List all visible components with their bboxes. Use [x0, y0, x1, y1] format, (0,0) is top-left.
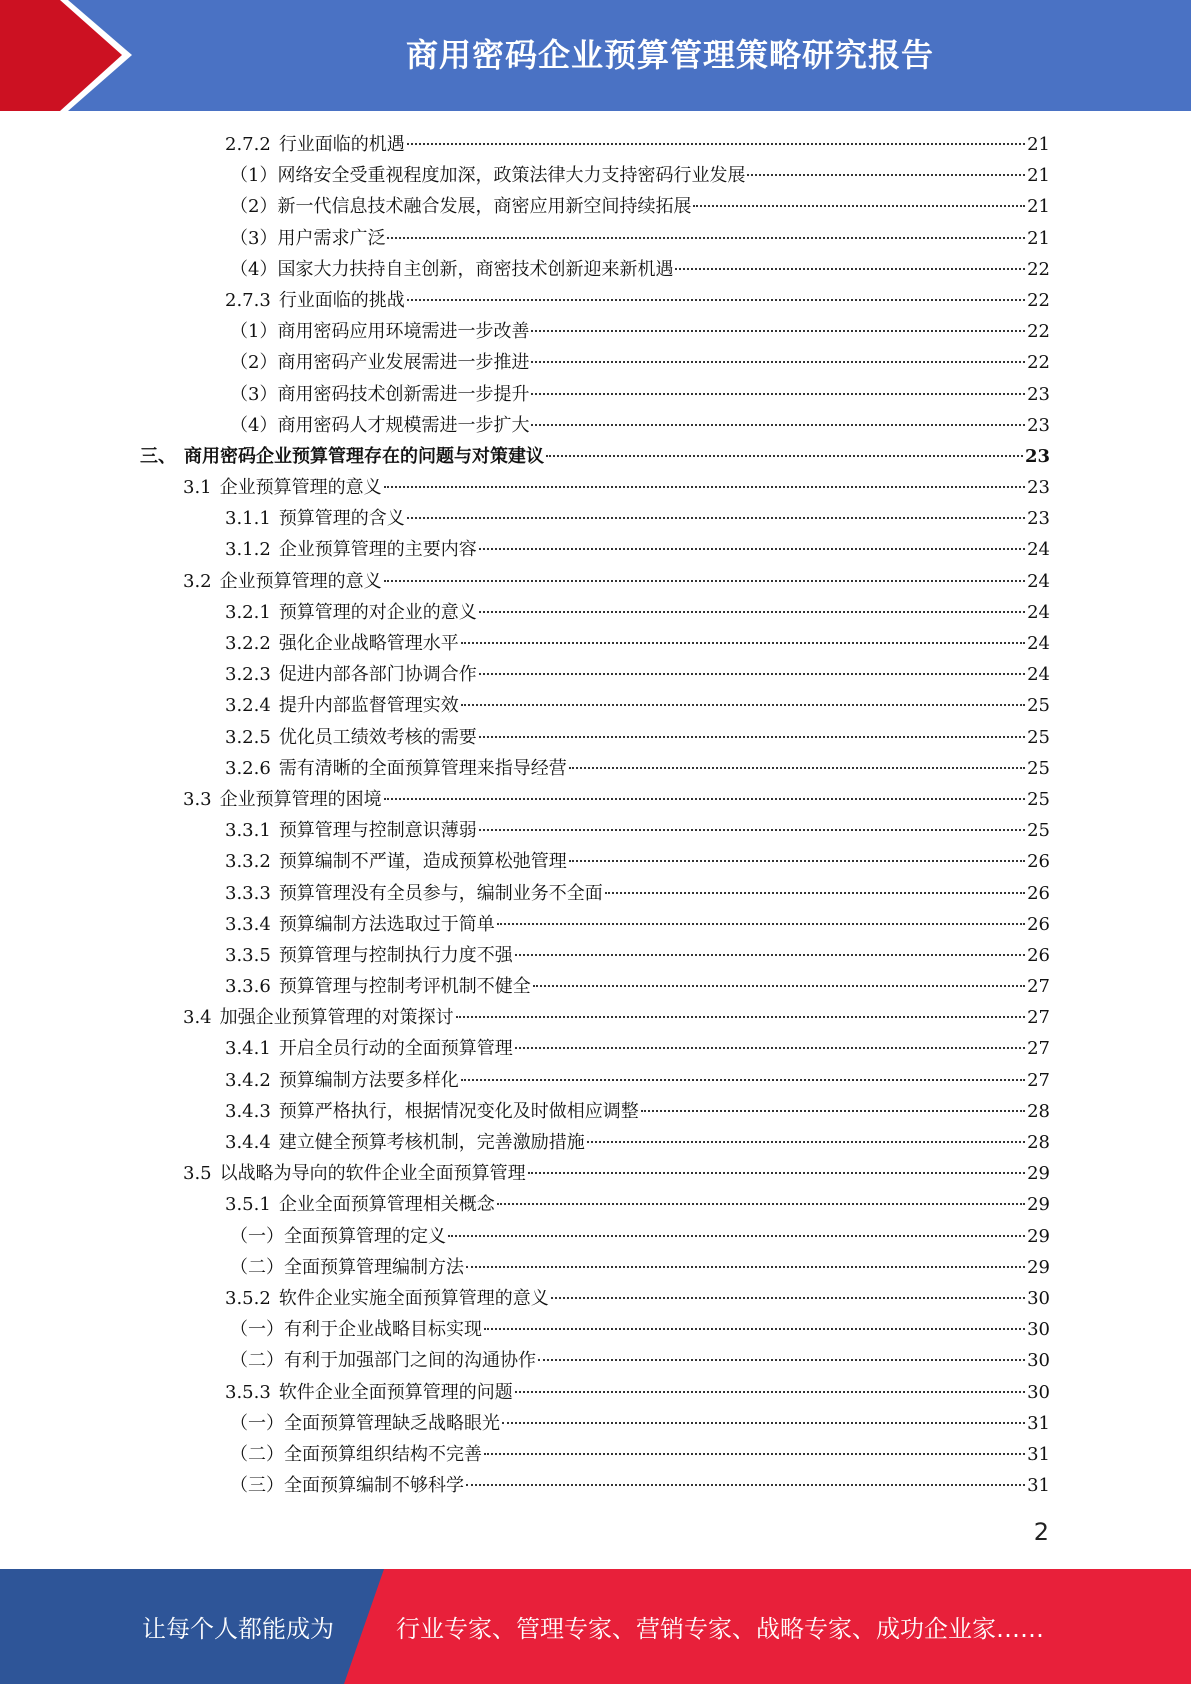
toc-entry-number: （1）	[230, 321, 278, 343]
toc-entry-number: （一）	[230, 1412, 284, 1434]
toc-entry-number: 3.1.1	[225, 508, 271, 530]
toc-entry-number: 3.3.6	[225, 976, 271, 998]
toc-dot-leader	[384, 580, 1025, 582]
toc-entry-number: 3.2.4	[225, 695, 271, 717]
toc-entry-number: 3.3.3	[225, 882, 271, 904]
toc-dot-leader	[502, 1422, 1025, 1424]
toc-dot-leader	[497, 923, 1025, 925]
toc-dot-leader	[461, 704, 1025, 706]
toc-dot-leader	[479, 736, 1025, 738]
toc-entry-number: 3.3.2	[225, 851, 271, 873]
toc-entry-title: 预算管理与控制考评机制不健全	[278, 976, 531, 998]
toc-entry[interactable]	[140, 1345, 1050, 1376]
toc-entry-title: 预算严格执行，根据情况变化及时做相应调整	[278, 1100, 639, 1122]
toc-entry-number: （二）	[230, 1256, 284, 1278]
toc-page-number: 23	[1024, 445, 1050, 467]
toc-entry[interactable]	[140, 316, 1050, 347]
toc-dot-leader	[515, 1391, 1025, 1393]
toc-dot-leader	[551, 1297, 1025, 1299]
toc-entry[interactable]	[140, 1470, 1050, 1501]
toc-entry[interactable]	[140, 1439, 1050, 1470]
footer-slogan-right: 行业专家、管理专家、营销专家、战略专家、成功企业家……	[396, 1615, 1044, 1643]
toc-entry-number: 3.5.1	[225, 1194, 271, 1216]
toc-dot-leader	[587, 1141, 1025, 1143]
toc-page-number: 22	[1027, 258, 1050, 280]
toc-entry-title: 企业预算管理的意义	[219, 477, 382, 499]
toc-page-number: 29	[1027, 1163, 1050, 1185]
toc-entry-number: 3.2.1	[225, 601, 271, 623]
toc-entry-title: 预算编制方法要多样化	[278, 1069, 459, 1091]
toc-entry[interactable]	[140, 753, 1050, 784]
toc-page-number: 21	[1027, 196, 1050, 218]
document-title: 商用密码企业预算管理策略研究报告	[405, 35, 934, 74]
toc-dot-leader	[515, 954, 1025, 956]
toc-entry[interactable]	[140, 1033, 1050, 1064]
toc-dot-leader	[533, 985, 1025, 987]
toc-entry-number: 3.4.1	[225, 1038, 271, 1060]
toc-dot-leader	[605, 892, 1025, 894]
toc-dot-leader	[569, 860, 1025, 862]
toc-page-number: 25	[1027, 726, 1050, 748]
toc-dot-leader	[407, 143, 1025, 145]
toc-entry-title: 商用密码产业发展需进一步推进	[277, 352, 530, 374]
toc-entry[interactable]	[140, 784, 1050, 815]
toc-page-number: 25	[1027, 695, 1050, 717]
toc-entry[interactable]	[140, 690, 1050, 721]
toc-entry-number: 3.2	[183, 570, 212, 592]
toc-dot-leader	[747, 174, 1025, 176]
toc-page-number: 27	[1027, 976, 1050, 998]
toc-entry-number: （1）	[230, 165, 278, 187]
toc-entry-title: 软件企业实施全面预算管理的意义	[278, 1287, 549, 1309]
toc-entry-title: 加强企业预算管理的对策探讨	[219, 1007, 454, 1029]
toc-page-number: 26	[1027, 944, 1050, 966]
toc-dot-leader	[461, 1079, 1025, 1081]
toc-entry-title: 商用密码人才规模需进一步扩大	[277, 414, 530, 436]
toc-entry-title: 预算编制不严谨，造成预算松弛管理	[278, 851, 567, 873]
toc-entry[interactable]	[140, 815, 1050, 846]
toc-entry[interactable]	[140, 1283, 1050, 1314]
toc-entry-number: （4）	[230, 414, 278, 436]
toc-entry-title: 有利于企业战略目标实现	[284, 1319, 482, 1341]
toc-entry-number: （一）	[230, 1225, 284, 1247]
toc-page-number: 27	[1027, 1069, 1050, 1091]
toc-dot-leader	[384, 798, 1025, 800]
toc-dot-leader	[466, 1484, 1025, 1486]
page-footer	[0, 1569, 1191, 1684]
toc-page-number: 24	[1027, 633, 1050, 654]
toc-entry-number: 3.1	[183, 477, 212, 499]
page-number: 2	[1033, 1518, 1049, 1546]
toc-page-number: 23	[1027, 414, 1050, 436]
toc-entry-title: 行业面临的挑战	[278, 289, 405, 311]
toc-page-number: 30	[1027, 1287, 1050, 1309]
toc-entry[interactable]	[140, 223, 1050, 254]
toc-entry[interactable]	[140, 379, 1050, 410]
toc-page-number: 23	[1027, 383, 1050, 405]
toc-dot-leader	[448, 1235, 1025, 1237]
toc-dot-leader	[479, 673, 1025, 675]
toc-entry-number: 3.3.1	[225, 820, 271, 842]
toc-page-number: 24	[1027, 539, 1050, 561]
toc-dot-leader	[484, 1453, 1025, 1455]
toc-entry-number: 三、	[140, 445, 176, 467]
toc-entry-number: （二）	[230, 1350, 284, 1372]
toc-entry-title: 有利于加强部门之间的沟通协作	[284, 1350, 536, 1372]
toc-entry[interactable]	[140, 472, 1050, 503]
toc-entry-title: 全面预算管理编制方法	[284, 1256, 464, 1278]
toc-entry-number: （4）	[230, 258, 278, 280]
toc-entry-title: 国家大力扶持自主创新，商密技术创新迎来新机遇	[277, 258, 674, 280]
toc-entry-number: （2）	[230, 352, 278, 374]
toc-page-number: 28	[1027, 1132, 1050, 1153]
toc-entry-title: 开启全员行动的全面预算管理	[278, 1038, 513, 1060]
toc-entry-number: （3）	[230, 383, 278, 405]
toc-entry[interactable]	[140, 566, 1050, 597]
toc-entry-number: 3.5.2	[225, 1287, 271, 1309]
toc-page-number: 26	[1027, 851, 1050, 873]
toc-entry-title: 商用密码应用环境需进一步改善	[277, 321, 530, 343]
toc-entry-title: 优化员工绩效考核的需要	[278, 726, 477, 748]
toc-entry[interactable]	[140, 160, 1050, 191]
toc-dot-leader	[531, 330, 1025, 332]
toc-entry-title: 预算管理与控制执行力度不强	[278, 944, 513, 966]
toc-entry[interactable]	[140, 410, 1050, 441]
toc-entry[interactable]	[140, 285, 1050, 316]
toc-page-number: 30	[1027, 1381, 1050, 1403]
toc-entry[interactable]	[140, 722, 1050, 753]
toc-page-number: 23	[1027, 477, 1050, 499]
toc-entry-title: 全面预算管理缺乏战略眼光	[284, 1412, 500, 1434]
toc-entry-number: 3.4	[183, 1007, 212, 1029]
red-chevron-shape	[0, 0, 122, 111]
toc-entry[interactable]	[140, 1252, 1050, 1283]
toc-entry-title: 全面预算管理的定义	[284, 1225, 446, 1247]
toc-entry-title: 新一代信息技术融合发展，商密应用新空间持续拓展	[277, 196, 692, 218]
toc-page-number: 21	[1027, 134, 1050, 155]
page-header	[0, 0, 1191, 111]
toc-dot-leader	[569, 767, 1025, 769]
toc-entry-number: 3.3.4	[225, 913, 271, 935]
toc-entry-number: 3.5	[183, 1163, 212, 1185]
toc-entry[interactable]	[140, 971, 1050, 1002]
toc-entry[interactable]	[140, 129, 1050, 160]
toc-entry-number: 3.3.5	[225, 944, 271, 966]
toc-dot-leader	[456, 1016, 1025, 1018]
toc-entry-number: 2.7.3	[225, 289, 271, 311]
toc-entry-title: 网络安全受重视程度加深，政策法律大力支持密码行业发展	[277, 165, 746, 187]
toc-page-number: 31	[1027, 1475, 1050, 1497]
toc-entry-title: 以战略为导向的软件企业全面预算管理	[219, 1163, 526, 1185]
toc-dot-leader	[407, 299, 1025, 301]
toc-entry-number: （3）	[230, 227, 278, 249]
toc-entry-number: 3.4.2	[225, 1069, 271, 1091]
toc-page-number: 26	[1027, 913, 1050, 935]
toc-entry-title: 企业全面预算管理相关概念	[278, 1194, 495, 1216]
toc-dot-leader	[531, 361, 1025, 363]
toc-entry-number: 3.2.3	[225, 664, 271, 686]
toc-entry-title: 全面预算组织结构不完善	[284, 1443, 482, 1465]
toc-dot-leader	[479, 548, 1025, 550]
toc-entry-title: 预算编制方法选取过于简单	[278, 913, 495, 935]
toc-entry[interactable]	[140, 1127, 1050, 1158]
toc-page-number: 21	[1027, 227, 1050, 249]
toc-dot-leader	[497, 1203, 1025, 1205]
toc-dot-leader	[479, 829, 1025, 831]
toc-dot-leader	[531, 424, 1025, 426]
toc-page-number: 23	[1027, 508, 1050, 530]
toc-dot-leader	[675, 268, 1025, 270]
toc-entry[interactable]	[140, 1408, 1050, 1439]
toc-page-number: 21	[1027, 165, 1050, 187]
toc-entry[interactable]	[140, 1065, 1050, 1096]
toc-dot-leader	[479, 611, 1025, 613]
toc-entry-number: （一）	[230, 1319, 284, 1341]
toc-entry[interactable]	[140, 659, 1050, 690]
toc-dot-leader	[384, 486, 1025, 488]
toc-entry-number: 3.1.2	[225, 539, 271, 561]
toc-dot-leader	[466, 1266, 1025, 1268]
toc-entry-number: （三）	[230, 1475, 284, 1497]
toc-entry-title: 用户需求广泛	[277, 227, 386, 249]
toc-entry-number: （2）	[230, 196, 278, 218]
toc-entry-number: 3.3	[183, 788, 212, 810]
toc-entry[interactable]	[140, 1002, 1050, 1033]
toc-dot-leader	[538, 1359, 1025, 1361]
toc-page-number: 25	[1027, 820, 1050, 842]
table-of-contents	[140, 129, 1050, 1501]
toc-page-number: 29	[1027, 1194, 1050, 1216]
toc-entry[interactable]	[140, 1096, 1050, 1127]
toc-entry-title: 企业预算管理的困境	[219, 788, 382, 810]
toc-page-number: 27	[1027, 1007, 1050, 1029]
toc-entry-title: 需有清晰的全面预算管理来指导经营	[278, 757, 567, 779]
toc-entry-number: 2.7.2	[225, 134, 271, 155]
toc-page-number: 24	[1027, 570, 1050, 592]
toc-entry-number: 3.4.4	[225, 1132, 271, 1153]
toc-page-number: 24	[1027, 601, 1050, 623]
toc-page-number: 25	[1027, 788, 1050, 810]
toc-entry[interactable]	[140, 846, 1050, 877]
toc-entry-title: 预算管理与控制意识薄弱	[278, 820, 477, 842]
toc-page-number: 27	[1027, 1038, 1050, 1060]
toc-entry-title: 企业预算管理的意义	[219, 570, 382, 592]
toc-entry[interactable]	[140, 503, 1050, 534]
toc-entry-number: 3.5.3	[225, 1381, 271, 1403]
toc-dot-leader	[641, 1110, 1025, 1112]
toc-entry[interactable]	[140, 1314, 1050, 1345]
toc-entry[interactable]	[140, 1377, 1050, 1408]
toc-entry-title: 预算管理的含义	[278, 508, 405, 530]
toc-entry[interactable]	[140, 1221, 1050, 1252]
toc-page-number: 22	[1027, 352, 1050, 374]
toc-dot-leader	[531, 393, 1025, 395]
toc-dot-leader	[407, 517, 1025, 519]
toc-entry-title: 建立健全预算考核机制，完善激励措施	[278, 1132, 585, 1153]
toc-page-number: 29	[1027, 1225, 1050, 1247]
toc-page-number: 25	[1027, 757, 1050, 779]
toc-entry[interactable]	[140, 1158, 1050, 1189]
toc-entry-title: 企业预算管理的主要内容	[278, 539, 477, 561]
toc-entry-title: 商用密码技术创新需进一步提升	[277, 383, 530, 405]
toc-entry[interactable]	[140, 1189, 1050, 1220]
toc-entry-title: 预算管理的对企业的意义	[278, 601, 477, 623]
toc-entry[interactable]	[140, 940, 1050, 971]
toc-entry[interactable]	[140, 878, 1050, 909]
toc-entry-title: 强化企业战略管理水平	[278, 633, 459, 654]
toc-page-number: 30	[1027, 1350, 1050, 1372]
toc-entry[interactable]	[140, 534, 1050, 565]
toc-entry-number: （二）	[230, 1443, 284, 1465]
toc-page-number: 31	[1027, 1443, 1050, 1465]
toc-dot-leader	[528, 1172, 1025, 1174]
toc-entry-number: 3.2.6	[225, 757, 271, 779]
toc-dot-leader	[484, 1328, 1025, 1330]
toc-dot-leader	[515, 1047, 1025, 1049]
toc-dot-leader	[546, 455, 1023, 457]
toc-entry-number: 3.2.5	[225, 726, 271, 748]
toc-entry-title: 软件企业全面预算管理的问题	[278, 1381, 513, 1403]
toc-entry-number: 3.4.3	[225, 1100, 271, 1122]
toc-entry-title: 行业面临的机遇	[278, 134, 405, 155]
toc-page-number: 24	[1027, 664, 1050, 686]
toc-entry-number: 3.2.2	[225, 633, 271, 654]
toc-dot-leader	[387, 237, 1025, 239]
toc-entry-title: 提升内部监督管理实效	[278, 695, 459, 717]
toc-entry[interactable]	[140, 628, 1050, 659]
toc-entry-title: 全面预算编制不够科学	[284, 1475, 464, 1497]
toc-page-number: 30	[1027, 1319, 1050, 1341]
toc-page-number: 26	[1027, 882, 1050, 904]
toc-entry-title: 商用密码企业预算管理存在的问题与对策建议	[184, 445, 544, 467]
toc-entry[interactable]	[140, 347, 1050, 378]
toc-dot-leader	[693, 205, 1025, 207]
toc-page-number: 29	[1027, 1256, 1050, 1278]
toc-entry-title: 预算管理没有全员参与，编制业务不全面	[278, 882, 603, 904]
toc-entry[interactable]	[140, 597, 1050, 628]
header-red-arrow	[0, 0, 150, 111]
toc-page-number: 22	[1027, 321, 1050, 343]
toc-page-number: 22	[1027, 289, 1050, 311]
toc-dot-leader	[461, 642, 1025, 644]
footer-slogan-left: 让每个人都能成为	[142, 1615, 334, 1643]
toc-entry[interactable]	[140, 191, 1050, 222]
toc-entry[interactable]	[140, 254, 1050, 285]
toc-entry[interactable]	[140, 909, 1050, 940]
toc-page-number: 31	[1027, 1412, 1050, 1434]
toc-entry[interactable]	[140, 441, 1050, 472]
toc-page-number: 28	[1027, 1100, 1050, 1122]
toc-entry-title: 促进内部各部门协调合作	[278, 664, 477, 686]
